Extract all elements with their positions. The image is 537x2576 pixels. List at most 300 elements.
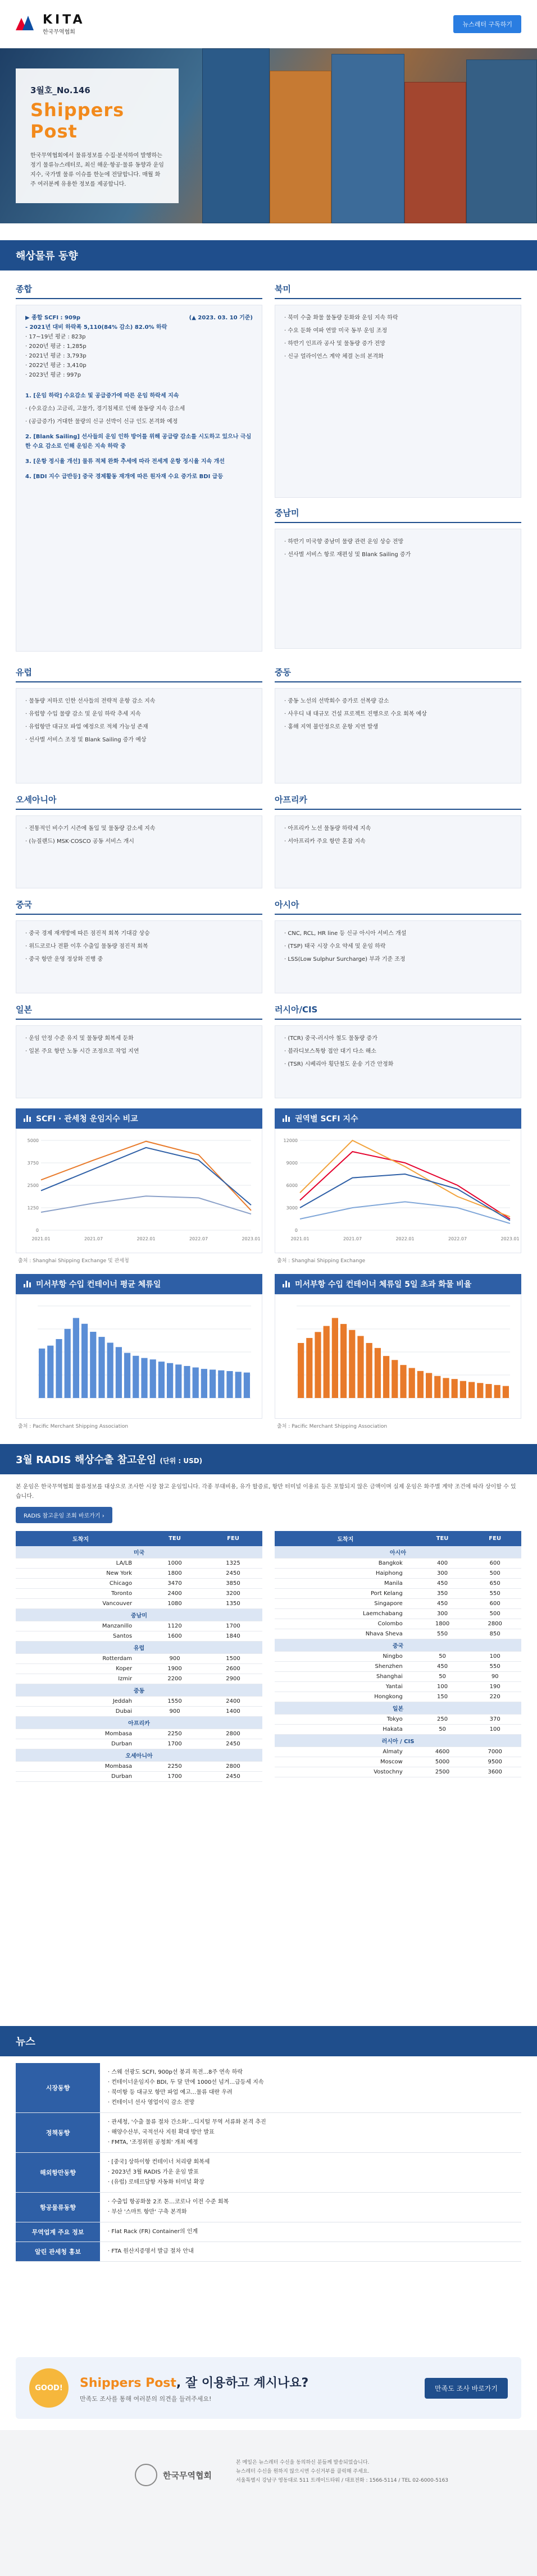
table-cell: Ningbo [275, 1652, 416, 1662]
table-cell: Singapore [275, 1599, 416, 1609]
group-label: 중동 [16, 1684, 262, 1697]
y-tick-label: 3750 [27, 1161, 39, 1166]
bar [452, 1379, 458, 1398]
table-cell: 450 [416, 1599, 469, 1609]
table-cell: 300 [416, 1609, 469, 1619]
news-link[interactable]: · FTA 원산지증명서 발급 절차 안내 [108, 2248, 194, 2254]
table-header-row [275, 1531, 521, 1546]
table-group-row [16, 1684, 262, 1697]
scfi-label: · 2020년 평균 : 1,285p [25, 343, 87, 350]
news-items [100, 2222, 521, 2242]
news-link[interactable]: · (유럽) 로테르담항 자동화 터미널 확장 [108, 2179, 204, 2185]
table-cell: 50 [416, 1725, 469, 1735]
x-tick-label: 2021.07 [84, 1236, 103, 1241]
bar [81, 1324, 88, 1398]
table-row [16, 1772, 262, 1782]
news-link[interactable]: · 해양수산부, 국적선사 지원 확대 방안 발표 [108, 2129, 215, 2135]
table-cell: 100 [468, 1652, 521, 1662]
paragraph: · 선사별 서비스 항로 재편성 및 Blank Sailing 증가 [284, 552, 411, 558]
table-cell: 220 [468, 1692, 521, 1702]
region-box [275, 815, 521, 888]
table-cell: 650 [468, 1579, 521, 1589]
table-cell: Laemchabang [275, 1609, 416, 1619]
bar [357, 1336, 363, 1398]
table-cell: Vancouver [16, 1599, 145, 1609]
table-cell: Tokyo [275, 1715, 416, 1725]
bar [332, 1318, 338, 1398]
news-row [16, 2222, 521, 2242]
chart-1-svg [21, 1134, 261, 1246]
radis-intro: 본 운임은 한국무역협회 물류정보를 대상으로 조사한 시장 참고 운임입니다. 각종 부대비용, 유가 할증료, 항만 터미널 이용료 등은 포함되지 않은 금액이며 실제 운임은 화주별 계약 조건에 따라 상이할 수 있습니다. [16, 1484, 516, 1500]
table-cell: Hongkong [275, 1692, 416, 1702]
table-header-cell: 도착지 [275, 1531, 416, 1546]
x-tick-label: 2021.07 [343, 1236, 362, 1241]
bar [167, 1363, 173, 1398]
table-cell: 1325 [204, 1559, 262, 1569]
survey-promo [16, 2357, 521, 2419]
radis-tables [0, 1531, 537, 1782]
table-cell: 1800 [416, 1619, 469, 1629]
paragraph: · 홍해 지역 불안정으로 운항 지연 발생 [284, 724, 379, 730]
paragraph: · 일본 주요 항만 노동 시간 조정으로 작업 지연 [25, 1048, 139, 1055]
bar [201, 1369, 207, 1398]
table-row [275, 1589, 521, 1599]
table-row [16, 1579, 262, 1589]
table-row [16, 1589, 262, 1599]
table-cell: 2250 [145, 1762, 204, 1772]
paragraph: · 하반기 미국향 중남미 물량 관련 운임 상승 전망 [284, 539, 404, 545]
bar [375, 1348, 381, 1398]
logo-ko: 한국무역협회 [43, 29, 75, 35]
news-category: 무역업계 주요 정보 [16, 2222, 100, 2242]
table-header-cell: TEU [145, 1531, 204, 1546]
region-block [16, 666, 262, 783]
news-link[interactable]: · 북미항 등 대규모 항만 파업 예고...물류 대란 우려 [108, 2089, 233, 2096]
table-header-cell: TEU [416, 1531, 469, 1546]
chart-title-1: SCFI · 관세청 운임지수 비교 [16, 1108, 262, 1129]
table-row [275, 1682, 521, 1692]
y-tick-label: 5000 [27, 1138, 39, 1143]
paragraph: · 사우디 내 대규모 건설 프로젝트 진행으로 수요 회복 예상 [284, 711, 427, 717]
x-tick-label: 2021.01 [31, 1236, 51, 1241]
table-row [275, 1559, 521, 1569]
region-box [275, 688, 521, 783]
region-block [16, 899, 262, 993]
region-block [275, 666, 521, 783]
news-items [100, 2242, 521, 2261]
table-cell: 1700 [145, 1739, 204, 1749]
paragraph: · 물동량 저하로 인한 선사들의 전략적 운항 감소 지속 [25, 698, 156, 704]
group-label: 일본 [275, 1702, 521, 1715]
bar [409, 1368, 415, 1398]
table-cell: 1700 [145, 1772, 204, 1782]
news-link[interactable]: · [중국] 상하이항 컨테이너 처리량 회복세 [108, 2159, 210, 2165]
paragraph: · (TCR) 중국-러시아 철도 물동량 증가 [284, 1035, 377, 1042]
table-cell: 5000 [416, 1757, 469, 1767]
table-cell: 450 [416, 1579, 469, 1589]
table-row [16, 1621, 262, 1631]
section-band-market: 해상물류 동향 [0, 240, 537, 271]
group-label: 아시아 [275, 1546, 521, 1559]
region-block [275, 899, 521, 993]
table-cell: 90 [468, 1672, 521, 1682]
bar [298, 1343, 304, 1398]
chart-icon [283, 1281, 290, 1287]
hero-description: 한국무역협회에서 물류정보를 수집·분석하여 발행하는 정기 물류뉴스레터로, 최신 해운·항공·물류 동향과 운임 지수, 국가별 물류 이슈를 한눈에 전달합니다. 매월 화주 여러분께 유용한 정보를 제공합니다. [30, 153, 164, 187]
section-band-news: 뉴스 [0, 2026, 537, 2056]
chart-icon [24, 1115, 31, 1122]
paragraph: · 북미 수출 화물 물동량 둔화와 운임 지속 하락 [284, 315, 398, 321]
scfi-summary [25, 313, 253, 380]
promo-sub: 만족도 조사를 통해 여러분의 의견을 들려주세요! [80, 2395, 212, 2403]
paragraph: · 유럽향 수입 물량 감소 및 운임 하락 추세 지속 [25, 711, 141, 717]
table-cell: 350 [416, 1589, 469, 1599]
chart-2-source: 출처 : Shanghai Shipping Exchange [277, 1258, 366, 1264]
scfi-label: · 17~19년 평균 : 823p [25, 334, 86, 340]
table-cell: 2800 [468, 1619, 521, 1629]
table-cell: 1700 [204, 1621, 262, 1631]
news-row [16, 2242, 521, 2262]
logo-en: KITA [43, 13, 85, 27]
group-label: 중국 [275, 1639, 521, 1652]
table-row [16, 1707, 262, 1717]
table-row [275, 1692, 521, 1702]
scfi-label: · 2021년 평균 : 3,793p [25, 353, 87, 359]
table-row [16, 1739, 262, 1749]
paragraph: 3. [운항 정시율 개선] 물류 적체 완화 추세에 따라 전세계 운항 정시율 지속 개선 [25, 459, 225, 465]
table-row [275, 1619, 521, 1629]
group-label: 유럽 [16, 1642, 262, 1654]
bar [226, 1371, 233, 1398]
news-link[interactable]: · 컨테이너운임지수 BDI, 두 달 만에 1000선 넘겨...급등세 지속 [108, 2079, 264, 2085]
table-header-cell: FEU [204, 1531, 262, 1546]
y-tick-label: 9000 [286, 1161, 298, 1166]
chart-4 [275, 1294, 521, 1419]
bar [340, 1324, 347, 1398]
table-cell: Izmir [16, 1674, 145, 1684]
footer-logo: 한국무역협회 [135, 2464, 212, 2486]
table-header-cell: FEU [468, 1531, 521, 1546]
table-cell: 2400 [145, 1589, 204, 1599]
paragraph: · 선사별 서비스 조정 및 Blank Sailing 증가 예상 [25, 737, 147, 743]
table-cell: 2450 [204, 1772, 262, 1782]
group-label: 미국 [16, 1546, 262, 1559]
table-cell: Haiphong [275, 1569, 416, 1579]
region-box [275, 1025, 521, 1098]
bar [218, 1370, 224, 1398]
paragraph: · (TSR) 시베리아 횡단철도 운송 기간 안정화 [284, 1061, 394, 1067]
news-link[interactable]: · 컨테이너 선사 영업이익 감소 전망 [108, 2100, 195, 2106]
news-section [0, 2026, 537, 2262]
table-cell: Colombo [275, 1619, 416, 1629]
news-link[interactable]: · 스웨 선광도 SCFI, 900p선 붕괴 목전...8주 연속 하락 [108, 2069, 243, 2075]
scfi-label: · 2023년 평균 : 997p [25, 372, 81, 378]
paragraph: 1. [운임 하락] 수요감소 및 공급증가에 따른 운임 하락세 지속 [25, 393, 179, 399]
news-row [16, 2063, 521, 2113]
bar [443, 1378, 449, 1398]
paragraph: · 블라디보스톡항 접안 대기 다소 해소 [284, 1048, 376, 1055]
bar [468, 1382, 475, 1398]
table-cell: 2800 [204, 1729, 262, 1739]
table-cell: 300 [416, 1569, 469, 1579]
table-cell: 900 [145, 1654, 204, 1664]
bar [124, 1353, 130, 1398]
table-group-row [275, 1639, 521, 1652]
table-cell: Shenzhen [275, 1662, 416, 1672]
scfi-line [25, 323, 253, 332]
region-title: 러시아/CIS [275, 1003, 521, 1020]
paragraph: · (공급증가) 거대한 물량의 신규 선박이 신규 인도 본격화 예정 [25, 419, 178, 425]
news-link[interactable]: · 수출입 항공화물 2조 톤...코로나 이전 수준 회복 [108, 2199, 229, 2205]
bar [383, 1356, 389, 1398]
table-cell: Manila [275, 1579, 416, 1589]
news-items [100, 2193, 521, 2222]
table-cell: 2800 [204, 1762, 262, 1772]
table-cell: 3470 [145, 1579, 204, 1589]
paragraph: · LSS(Low Sulphur Surcharge) 부과 기준 조정 [284, 956, 406, 962]
survey-button[interactable]: 만족도 조사 바로가기 [425, 2378, 508, 2399]
paragraph: · (뉴질랜드) MSK·COSCO 공동 서비스 개시 [25, 838, 134, 845]
scfi-value: (▲ 2023. 03. 10 기준) [189, 315, 253, 321]
news-link[interactable]: · 2023년 3월 RADIS 가운 운임 발표 [108, 2169, 199, 2175]
bar [133, 1356, 139, 1398]
region-block [275, 1003, 521, 1098]
chart-3-svg [21, 1299, 257, 1411]
table-cell: 1350 [204, 1599, 262, 1609]
paragraph: 2. [Blank Sailing] 선사들의 운임 인하 방어를 위해 공급량 감소를 시도하고 있으나 극심한 수요 감소로 인해 운임은 지속 하락 중 [25, 434, 252, 450]
group-label: 아프리카 [16, 1717, 262, 1729]
chart-2-svg [280, 1134, 520, 1246]
bar [460, 1381, 466, 1398]
chart-3 [16, 1294, 262, 1419]
table-cell: 2600 [204, 1664, 262, 1674]
table-header-row [16, 1531, 262, 1546]
issue-number: 3월호_No.146 [30, 85, 90, 95]
region-row [0, 899, 537, 993]
kita-logo-icon [16, 16, 37, 33]
region-box [16, 688, 262, 783]
table-cell: Mombasa [16, 1729, 145, 1739]
table-row [16, 1697, 262, 1707]
table-cell: 7000 [468, 1747, 521, 1757]
bar [193, 1368, 199, 1398]
na-box [275, 305, 521, 498]
table-cell: Manzanillo [16, 1621, 145, 1631]
promo-title: Shippers Post [80, 2376, 176, 2390]
paragraph: · 하반기 인프라 공사 및 물동량 증가 전망 [284, 341, 385, 347]
table-cell: Port Kelang [275, 1589, 416, 1599]
chart-3-source: 출처 : Pacific Merchant Shipping Association [18, 1424, 129, 1429]
scfi-line [25, 342, 253, 351]
bar [400, 1365, 406, 1398]
table-cell: Mombasa [16, 1762, 145, 1772]
paragraph: · 유럽항만 대규모 파업 예정으로 적체 가능성 존재 [25, 724, 148, 730]
table-cell: LA/LB [16, 1559, 145, 1569]
region-box [275, 920, 521, 993]
paragraph: · 중국 경제 재개방에 따른 점진적 회복 기대감 상승 [25, 931, 150, 937]
table-row [16, 1664, 262, 1674]
table-cell: 450 [416, 1662, 469, 1672]
table-row [275, 1672, 521, 1682]
y-tick-label: 6000 [286, 1183, 298, 1188]
y-tick-label: 2500 [27, 1183, 39, 1188]
region-row [0, 1003, 537, 1098]
table-row [16, 1559, 262, 1569]
bar [98, 1337, 104, 1398]
region-title: 중동 [275, 666, 521, 682]
table-group-row [16, 1717, 262, 1729]
table-cell: 1840 [204, 1631, 262, 1642]
chart-icon [24, 1281, 31, 1287]
region-title: 아프리카 [275, 794, 521, 810]
table-cell: Koper [16, 1664, 145, 1674]
table-group-row [275, 1546, 521, 1559]
bar [417, 1371, 424, 1398]
bar [116, 1347, 122, 1398]
table-row [275, 1747, 521, 1757]
bar [244, 1373, 250, 1398]
latam-title: 중남미 [275, 507, 521, 523]
table-cell: Yantai [275, 1682, 416, 1692]
y-tick-label: 0 [35, 1228, 39, 1233]
group-label: 러시아 / CIS [275, 1735, 521, 1747]
region-title: 아시아 [275, 899, 521, 915]
chart-4-source: 출처 : Pacific Merchant Shipping Association [277, 1424, 388, 1429]
bar [65, 1329, 71, 1398]
scfi-line [25, 370, 253, 380]
paragraph: · 중국 항만 운영 정상화 진행 중 [25, 956, 103, 962]
table-cell: 900 [145, 1707, 204, 1717]
table-cell: 2200 [145, 1674, 204, 1684]
table-cell: Rotterdam [16, 1654, 145, 1664]
paragraph: · 중동 노선의 선박회수 증가로 선복량 감소 [284, 698, 389, 704]
overview-grid [0, 283, 537, 652]
table-cell: Jeddah [16, 1697, 145, 1707]
kita-logo[interactable] [16, 13, 85, 35]
table-row [275, 1609, 521, 1619]
hero-title: Shippers Post [30, 99, 125, 142]
table-row [275, 1725, 521, 1735]
table-cell: Durban [16, 1772, 145, 1782]
bar [184, 1366, 190, 1398]
footer-line: 뉴스레터 수신을 원하지 않으시면 수신거부를 클릭해 주세요. [236, 2469, 370, 2474]
charts-row-2 [0, 1274, 537, 1429]
news-link[interactable]: · 부산 '스마트 항만' 구축 본격화 [108, 2209, 187, 2215]
bar [158, 1362, 165, 1398]
bar [324, 1326, 330, 1398]
news-category: 해외항만동향 [16, 2153, 100, 2192]
table-cell: 600 [468, 1599, 521, 1609]
table-cell: Durban [16, 1739, 145, 1749]
series-line [41, 1142, 251, 1211]
scfi-line [25, 361, 253, 370]
table-cell: 1900 [145, 1664, 204, 1674]
bar [210, 1369, 216, 1398]
table-cell: 500 [468, 1609, 521, 1619]
x-tick-label: 2023.01 [500, 1236, 520, 1241]
news-link[interactable]: · FMTA, '조정위원 공청회' 개최 예정 [108, 2139, 198, 2146]
table-cell: 1080 [145, 1599, 204, 1609]
news-items [100, 2153, 521, 2192]
news-items [100, 2063, 521, 2112]
scfi-label: ▶ 종합 SCFI : 909p [25, 315, 81, 321]
news-list [0, 2056, 537, 2262]
table-cell: Almaty [275, 1747, 416, 1757]
table-row [16, 1599, 262, 1609]
table-cell: 2250 [145, 1729, 204, 1739]
table-cell: Dubai [16, 1707, 145, 1717]
table-cell: 850 [468, 1629, 521, 1639]
table-row [275, 1652, 521, 1662]
y-tick-label: 1250 [27, 1206, 39, 1211]
table-cell: 1800 [145, 1569, 204, 1579]
table-row [275, 1715, 521, 1725]
bar [141, 1358, 147, 1398]
region-title: 일본 [16, 1003, 262, 1020]
hero-card [16, 68, 179, 203]
table-cell: 2450 [204, 1739, 262, 1749]
table-row [16, 1729, 262, 1739]
radis-button[interactable]: RADIS 참고운임 조회 바로가기 › [16, 1507, 112, 1523]
table-cell: 550 [468, 1589, 521, 1599]
bar [90, 1332, 96, 1398]
region-row [0, 666, 537, 783]
table-cell: Chicago [16, 1579, 145, 1589]
table-cell: Shanghai [275, 1672, 416, 1682]
paragraph: · 서아프리카 주요 항만 혼잡 지속 [284, 838, 366, 845]
table-cell: 2900 [204, 1674, 262, 1684]
paragraph: · (수요감소) 고금리, 고물가, 경기침체로 인해 물동량 지속 감소세 [25, 406, 185, 412]
paragraph: · CNC, RCL, HR line 등 신규 아시아 서비스 개설 [284, 931, 407, 937]
paragraph: · 위드코로나 전환 이후 수출입 물동량 점진적 회복 [25, 943, 148, 950]
paragraph: · (TSP) 태국 시장 수요 약세 및 운임 하락 [284, 943, 386, 950]
table-group-row [16, 1642, 262, 1654]
table-cell: 500 [468, 1569, 521, 1579]
table-cell: 1000 [145, 1559, 204, 1569]
news-row [16, 2193, 521, 2222]
overview-paragraphs [25, 391, 253, 482]
chart-icon [283, 1115, 290, 1122]
table-row [275, 1599, 521, 1609]
table-cell: 400 [416, 1559, 469, 1569]
chart-1 [16, 1129, 262, 1253]
bar [392, 1360, 398, 1398]
scfi-line [25, 351, 253, 361]
series-line [300, 1140, 510, 1217]
charts-row-1 [0, 1108, 537, 1264]
na-title: 북미 [275, 283, 521, 299]
overview-box [16, 305, 262, 652]
news-category: 정책동향 [16, 2113, 100, 2152]
region-block [16, 794, 262, 888]
news-link[interactable]: · Flat Rack (FR) Container의 인계 [108, 2229, 198, 2235]
y-tick-label: 3000 [286, 1206, 298, 1211]
footer-logo-icon [135, 2464, 157, 2486]
news-category: 항공물류동향 [16, 2193, 100, 2222]
bar [47, 1346, 53, 1398]
table-row [16, 1762, 262, 1772]
scfi-label: · 2022년 평균 : 3,410p [25, 363, 87, 369]
radis-table-left [16, 1531, 262, 1782]
news-link[interactable]: · 관세청, '수출 물류 절차 간소화'...디지털 무역 서류화 본격 추진 [108, 2119, 266, 2125]
bar [39, 1349, 45, 1398]
table-cell: 100 [416, 1682, 469, 1692]
table-cell: 2500 [416, 1767, 469, 1777]
table-cell: Hakata [275, 1725, 416, 1735]
subscribe-button[interactable]: 뉴스레터 구독하기 [453, 15, 521, 33]
region-block [16, 1003, 262, 1098]
paragraph: · 운임 안정 수준 유지 및 물동량 회복세 둔화 [25, 1035, 134, 1042]
